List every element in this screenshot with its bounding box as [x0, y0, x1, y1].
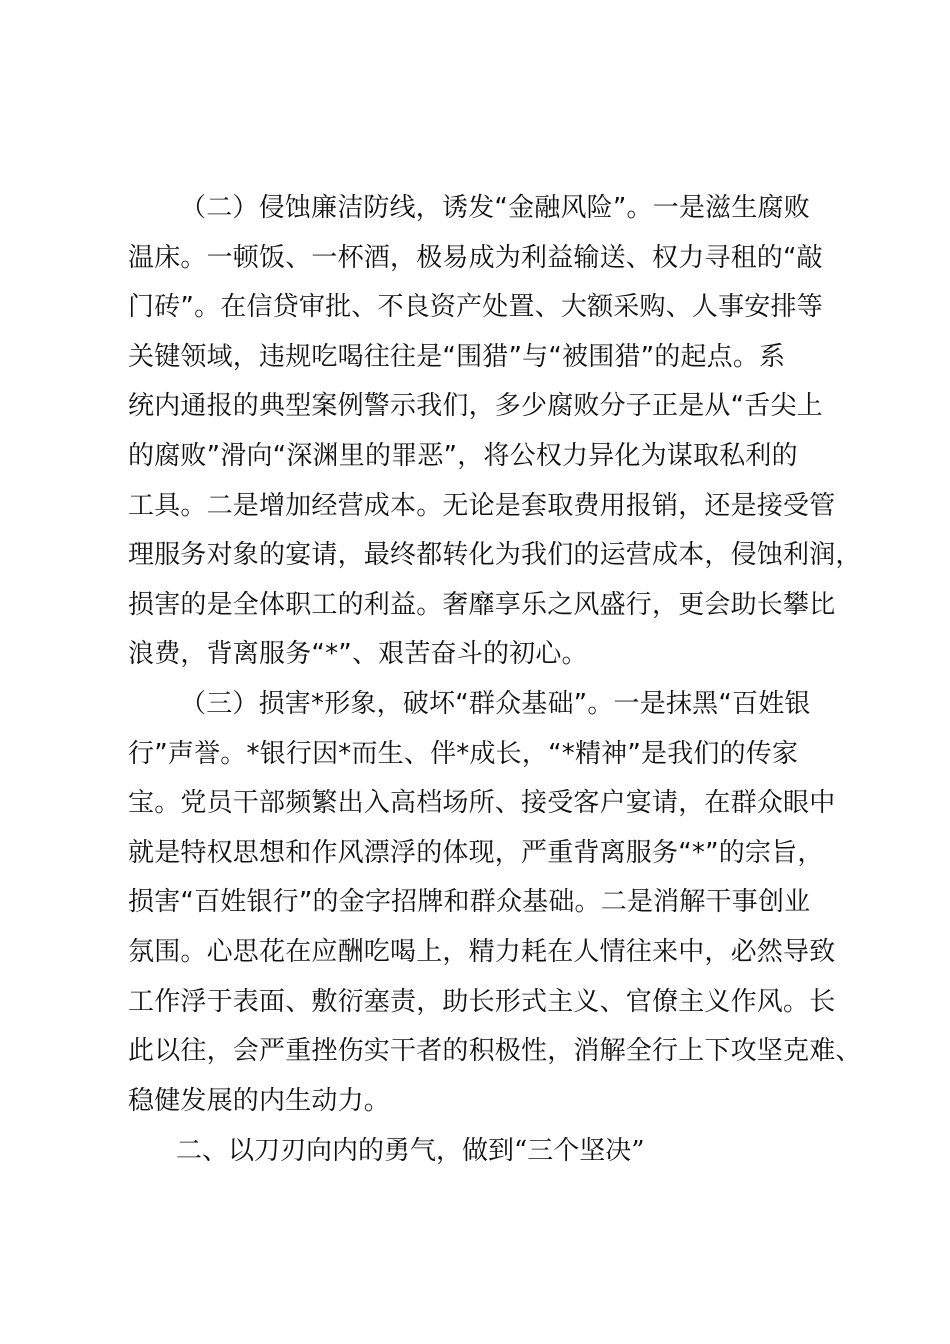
- paragraph-line: 工作浮于表面、敷衍塞责，助长形式主义、官僚主义作风。长: [128, 986, 836, 1017]
- paragraph-line: 工具。二是增加经营成本。无论是套取费用报销，还是接受管: [128, 490, 836, 521]
- paragraph-line: 行”声誉。*银行因*而生、伴*成长，“*精神”是我们的传家: [128, 738, 799, 769]
- paragraph-line: （三）损害*形象，破坏“群众基础”。一是抹黑“百姓银: [180, 688, 811, 719]
- paragraph-line: 损害的是全体职工的利益。奢靡享乐之风盛行，更会助长攀比: [128, 589, 836, 620]
- paragraph-line: 理服务对象的宴请，最终都转化为我们的运营成本，侵蚀利润，: [128, 540, 862, 571]
- paragraph-line: 温床。一顿饭、一杯酒，极易成为利益输送、权力寻租的“敲: [128, 242, 823, 273]
- paragraph-line: 的腐败”滑向“深渊里的罪恶”，将公权力异化为谋取私利的: [128, 440, 798, 471]
- paragraph-line: （二）侵蚀廉洁防线，诱发“金融风险”。一是滋生腐败: [180, 193, 810, 223]
- section-heading: 二、以刀刃向内的勇气，做到“三个坚决”: [176, 1136, 645, 1166]
- paragraph-line: 损害“百姓银行”的金字招牌和群众基础。二是消解干事创业: [128, 887, 811, 918]
- paragraph-line: 关键领域，违规吃喝往往是“围猎”与“被围猎”的起点。系: [128, 341, 786, 372]
- paragraph-line: 就是特权思想和作风漂浮的体现，严重背离服务“*”的宗旨，: [128, 837, 824, 868]
- paragraph-3: [128, 680, 862, 1126]
- paragraph-line: 稳健发展的内生动力。: [128, 1085, 391, 1116]
- paragraph-line: 门砖”。在信贷审批、不良资产处置、大额采购、人事安排等: [128, 292, 823, 323]
- paragraph-line: 此以往，会严重挫伤实干者的积极性，消解全行上下攻坚克难、: [128, 1036, 862, 1067]
- paragraph-line: 浪费，背离服务“*”、艰苦奋斗的初心。: [128, 639, 588, 670]
- paragraph-2: [128, 184, 862, 680]
- document-body: [128, 184, 862, 1126]
- paragraph-line: 宝。党员干部频繁出入高档场所、接受客户宴请，在群众眼中: [128, 788, 836, 819]
- paragraph-line: 氛围。心思花在应酬吃喝上，精力耗在人情往来中，必然导致: [128, 936, 836, 967]
- paragraph-line: 统内通报的典型案例警示我们，多少腐败分子正是从“舌尖上: [128, 391, 823, 422]
